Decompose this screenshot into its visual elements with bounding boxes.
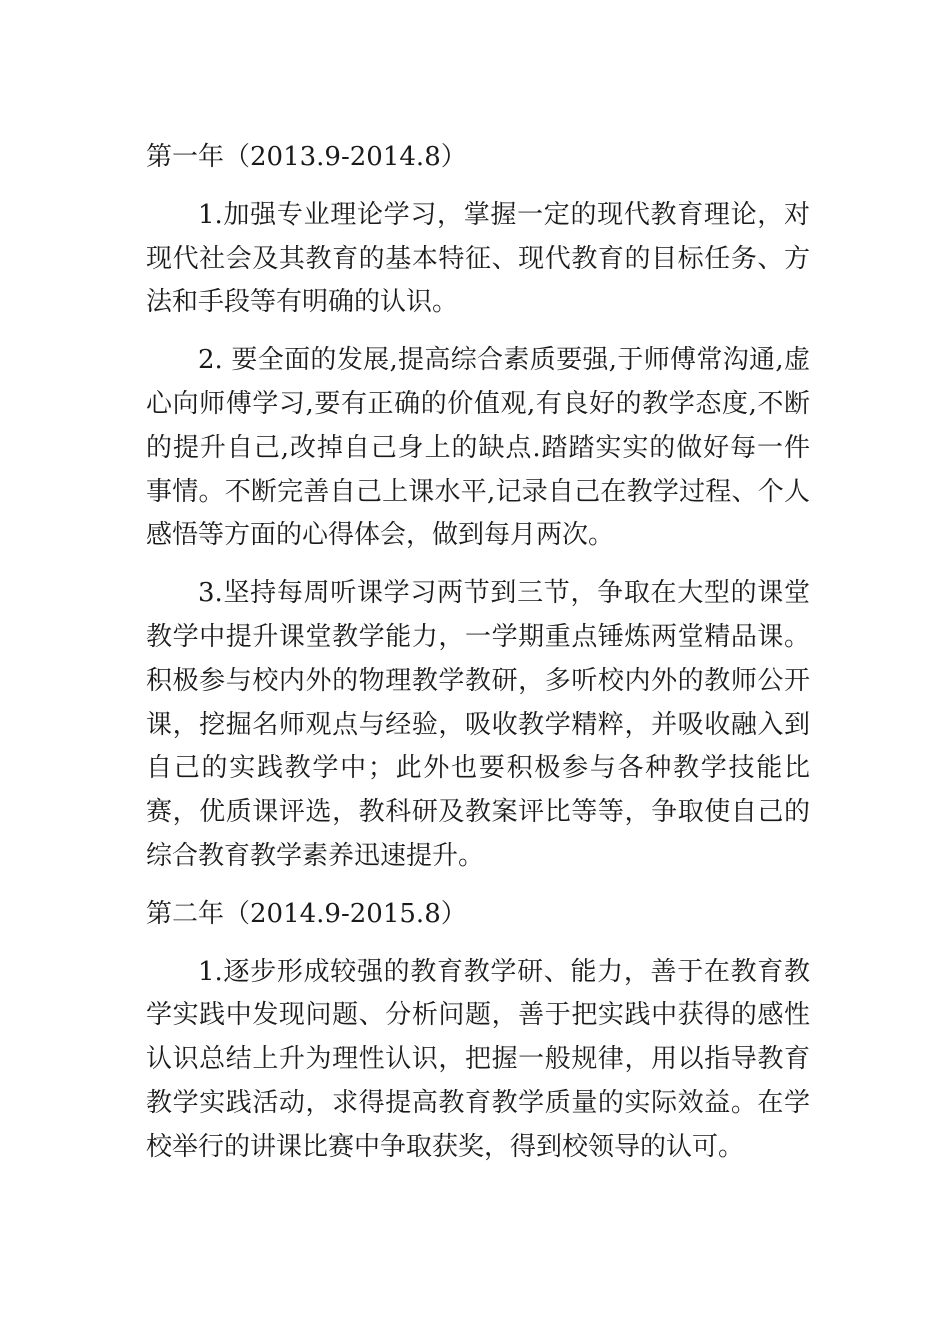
document-body bbox=[146, 136, 810, 1184]
paragraph-2-1: 1.逐步形成较强的教育教学研、能力，善于在教育教学实践中发现问题、分析问题，善于把实践中获得的感性认识总结上升为理性认识，把握一般规律，用以指导教育教学实践活动，求得提高教育教学质量的实际效益。在学校举行的讲课比赛中争取获奖，得到校领导的认可。 bbox=[146, 956, 810, 1162]
section-heading-year-1: 第一年（2013.9-2014.8） bbox=[146, 142, 467, 172]
paragraph-1-1: 1.加强专业理论学习，掌握一定的现代教育理论，对现代社会及其教育的基本特征、现代教育的目标任务、方法和手段等有明确的认识。 bbox=[146, 199, 810, 318]
paragraph-1-2: 2. 要全面的发展,提高综合素质要强,于师傅常沟通,虚心向师傅学习,要有正确的价值观,有良好的教学态度,不断的提升自己,改掉自己身上的缺点.踏踏实实的做好每一件事情。不断完善自己上课水平,记录自己在教学过程、个人感悟等方面的心得体会，做到每月两次。 bbox=[146, 345, 810, 551]
paragraph-1-3: 3.坚持每周听课学习两节到三节，争取在大型的课堂教学中提升课堂教学能力，一学期重点锤炼两堂精品课。积极参与校内外的物理教学教研，多听校内外的教师公开课，挖掘名师观点与经验，吸收教学精粹，并吸收融入到自己的实践教学中；此外也要积极参与各种教学技能比赛，优质课评选，教科研及教案评比等等，争取使自己的综合教育教学素养迅速提升。 bbox=[146, 578, 810, 871]
section-heading-year-2: 第二年（2014.9-2015.8） bbox=[146, 898, 467, 929]
